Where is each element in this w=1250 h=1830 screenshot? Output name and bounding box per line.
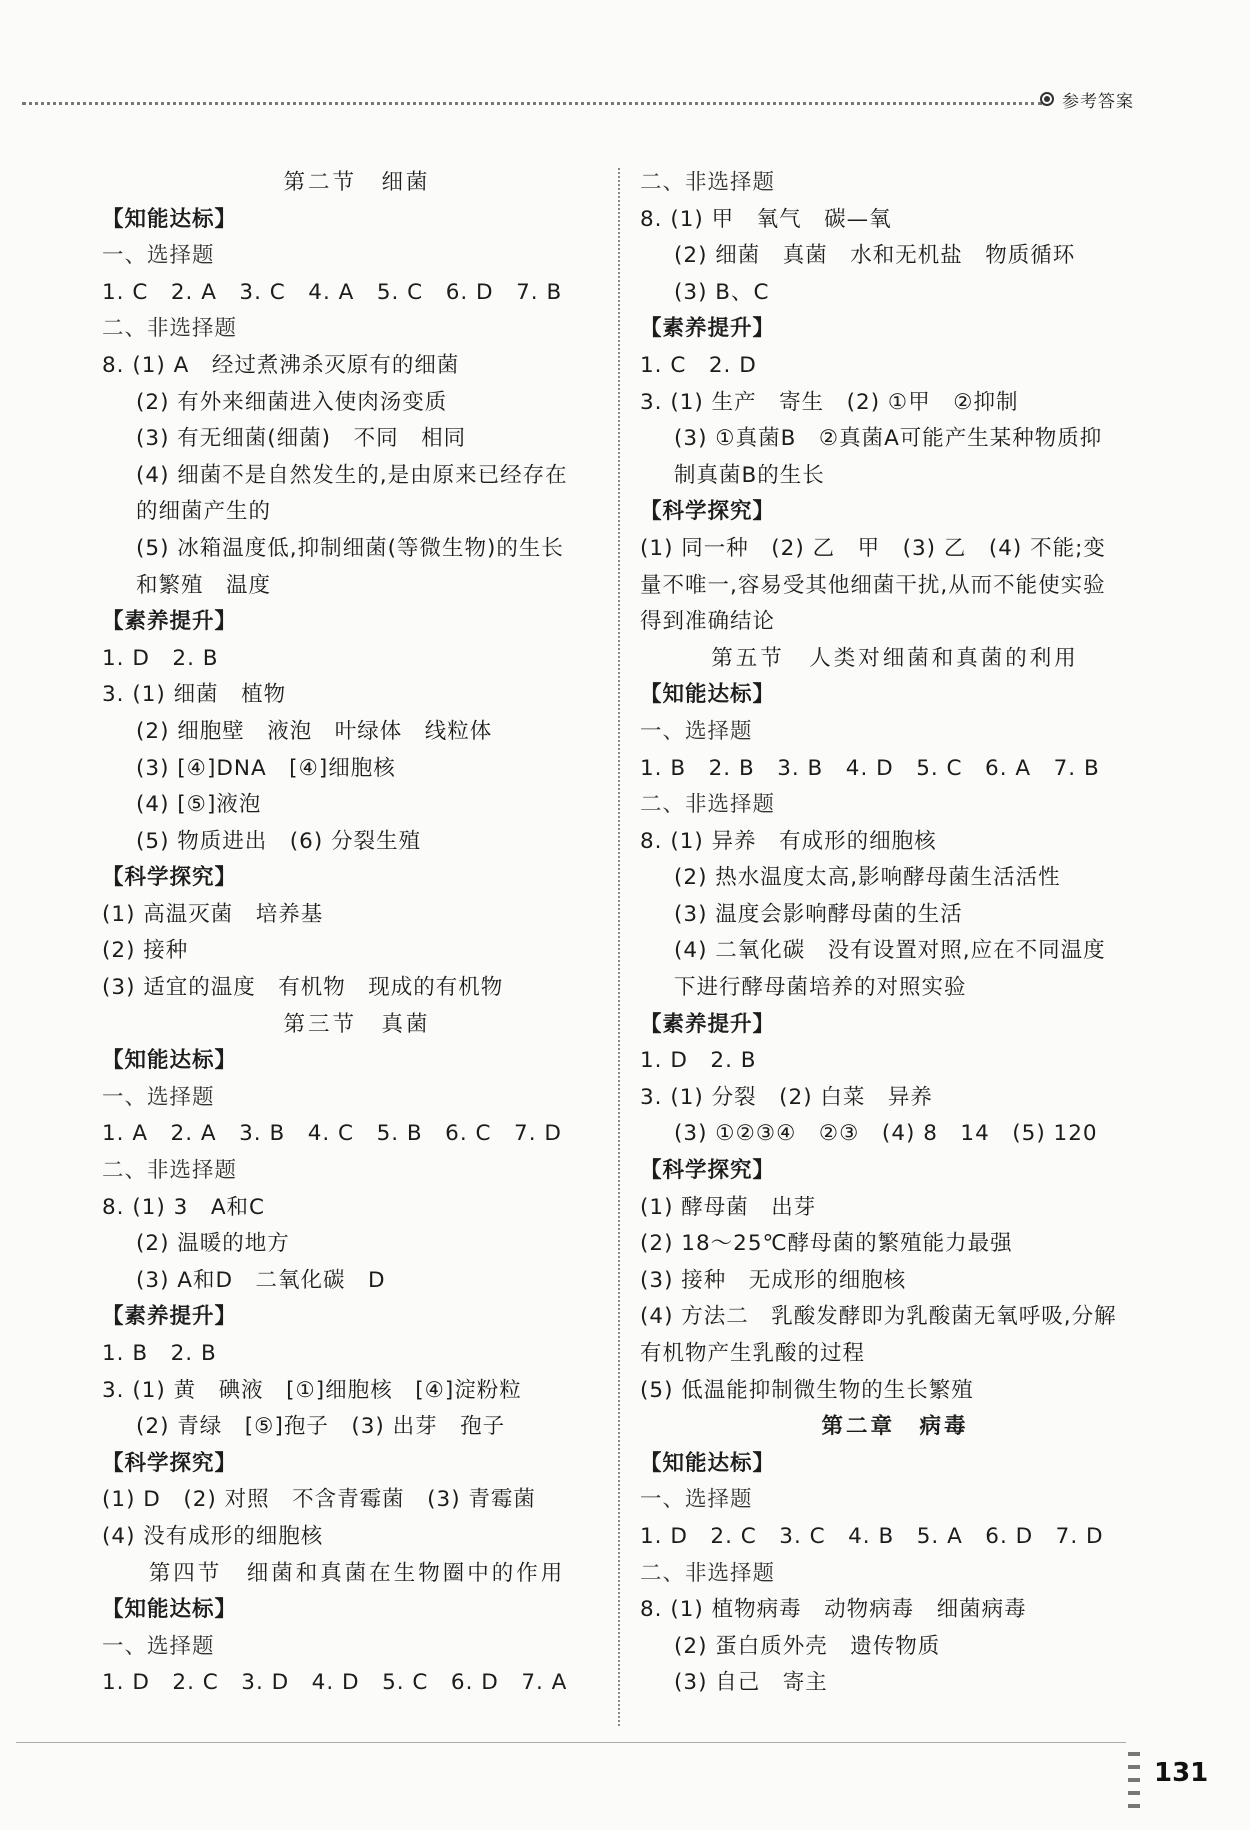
answer-line: (4) 没有成形的细胞核 [102, 1523, 324, 1549]
question-type-label: 二、非选择题 [102, 1158, 238, 1184]
answer-line: 8. (1) A 经过煮沸杀灭原有的细菌 [102, 352, 460, 378]
answer-line: (2) 细胞壁 液泡 叶绿体 线粒体 [136, 718, 493, 744]
category-heading: 【素养提升】 [640, 316, 776, 342]
answer-line: 3. (1) 生产 寄生 (2) ①甲 ②抑制 [640, 389, 1019, 415]
category-heading: 【科学探究】 [640, 499, 776, 525]
answer-line: (3) 有无细菌(细菌) 不同 相同 [136, 426, 467, 452]
answer-line: 3. (1) 黄 碘液 [①]细胞核 [④]淀粉粒 [102, 1377, 522, 1403]
answer-line: 1. D 2. B [102, 645, 219, 671]
answer-line: (1) 高温灭菌 培养基 [102, 901, 324, 927]
answer-line: (5) 冰箱温度低,抑制细菌(等微生物)的生长 [136, 535, 564, 561]
question-type-label: 二、非选择题 [640, 170, 776, 195]
answer-line: (2) 蛋白质外壳 遗传物质 [674, 1633, 941, 1659]
answer-line: 1. B 2. B 3. B 4. D 5. C 6. A 7. B [640, 755, 1100, 781]
answer-line: 8. (1) 甲 氧气 碳—氧 [640, 206, 892, 232]
answer-line: 3. (1) 分裂 (2) 白菜 异养 [640, 1084, 933, 1110]
question-type-label: 二、非选择题 [102, 316, 238, 342]
answer-line: 1. D 2. B [640, 1048, 757, 1074]
header-dotted-rule [22, 102, 1042, 105]
answer-line: (3) 自己 寄主 [674, 1670, 828, 1696]
answer-line: 制真菌B的生长 [674, 462, 825, 488]
answer-line: (3) ①真菌B ②真菌A可能产生某种物质抑 [674, 426, 1103, 452]
answer-line: (2) 细菌 真菌 水和无机盐 物质循环 [674, 243, 1076, 269]
question-type-label: 一、选择题 [102, 1633, 215, 1659]
answer-line: (3) B、C [674, 279, 770, 305]
answer-line: 的细菌产生的 [136, 499, 272, 525]
answer-line: (3) A和D 二氧化碳 D [136, 1267, 386, 1293]
answer-line: 8. (1) 植物病毒 动物病毒 细菌病毒 [640, 1597, 1027, 1623]
question-type-label: 二、非选择题 [640, 1560, 776, 1586]
bullet-icon [1040, 92, 1054, 106]
footer-rule [16, 1742, 1126, 1743]
column-divider [618, 168, 620, 1726]
answer-line: 8. (1) 异养 有成形的细胞核 [640, 828, 937, 854]
answer-line: 得到准确结论 [640, 609, 776, 635]
answer-line: (2) 接种 [102, 938, 189, 964]
answer-line: (1) 同一种 (2) 乙 甲 (3) 乙 (4) 不能;变 [640, 535, 1106, 561]
answer-line: (4) 二氧化碳 没有设置对照,应在不同温度 [674, 938, 1106, 964]
category-heading: 【科学探究】 [102, 865, 238, 891]
answer-line: 下进行酵母菌培养的对照实验 [674, 975, 967, 1001]
category-heading: 【知能达标】 [640, 682, 776, 708]
answer-line: (5) 物质进出 (6) 分裂生殖 [136, 828, 422, 854]
category-heading: 【科学探究】 [640, 1158, 776, 1184]
question-type-label: 一、选择题 [640, 718, 753, 744]
answer-line: (5) 低温能抑制微生物的生长繁殖 [640, 1377, 974, 1403]
answer-line: 1. C 2. A 3. C 4. A 5. C 6. D 7. B [102, 279, 563, 305]
answer-line: 1. B 2. B [102, 1341, 217, 1366]
category-heading: 【素养提升】 [102, 1304, 238, 1330]
answer-line: (4) [⑤]液泡 [136, 792, 262, 818]
answer-line: 有机物产生乳酸的过程 [640, 1341, 866, 1366]
answer-line: (1) 酵母菌 出芽 [640, 1194, 817, 1220]
category-heading: 【知能达标】 [102, 1048, 238, 1074]
category-heading: 【知能达标】 [640, 1450, 776, 1476]
question-type-label: 二、非选择题 [640, 792, 776, 818]
answer-line: (3) 接种 无成形的细胞核 [640, 1267, 907, 1293]
question-type-label: 一、选择题 [102, 243, 215, 269]
answer-line: 1. D 2. C 3. D 4. D 5. C 6. D 7. A [102, 1670, 568, 1696]
footer-tick-marks [1128, 1752, 1140, 1810]
chapter-title: 第二章 病毒 [821, 1414, 969, 1440]
category-heading: 【素养提升】 [640, 1011, 776, 1037]
right-column [640, 165, 1150, 1702]
answer-line: 和繁殖 温度 [136, 572, 272, 598]
section-title: 第四节 细菌和真菌在生物圈中的作用 [148, 1560, 566, 1586]
section-title: 第三节 真菌 [283, 1011, 431, 1037]
answer-line: (2) 热水温度太高,影响酵母菌生活活性 [674, 865, 1061, 891]
answer-line: 量不唯一,容易受其他细菌干扰,从而不能使实验 [640, 572, 1106, 598]
page-number: 131 [1154, 1758, 1209, 1788]
section-title: 第五节 人类对细菌和真菌的利用 [711, 645, 1079, 671]
answer-line: (4) 方法二 乳酸发酵即为乳酸菌无氧呼吸,分解 [640, 1304, 1117, 1330]
category-heading: 【知能达标】 [102, 1597, 238, 1623]
question-type-label: 一、选择题 [102, 1084, 215, 1110]
answer-line: 1. A 2. A 3. B 4. C 5. B 6. C 7. D [102, 1121, 562, 1147]
answer-line: 8. (1) 3 A和C [102, 1194, 266, 1220]
answer-line: (3) ①②③④ ②③ (4) 8 14 (5) 120 [674, 1121, 1098, 1147]
left-column [102, 165, 612, 1702]
answer-line: 3. (1) 细菌 植物 [102, 682, 287, 708]
answer-line: (3) 适宜的温度 有机物 现成的有机物 [102, 975, 504, 1001]
answer-line: (2) 温暖的地方 [136, 1231, 290, 1257]
answer-line: (3) 温度会影响酵母菌的生活 [674, 901, 963, 927]
section-title: 第二节 细菌 [283, 170, 431, 195]
answer-line: (1) D (2) 对照 不含青霉菌 (3) 青霉菌 [102, 1487, 536, 1513]
answer-line: (3) [④]DNA [④]细胞核 [136, 755, 396, 781]
question-type-label: 一、选择题 [640, 1487, 753, 1513]
category-heading: 【科学探究】 [102, 1450, 238, 1476]
answer-line: 1. D 2. C 3. C 4. B 5. A 6. D 7. D [640, 1523, 1104, 1549]
answer-line: (4) 细菌不是自然发生的,是由原来已经存在 [136, 462, 568, 488]
category-heading: 【知能达标】 [102, 206, 238, 232]
category-heading: 【素养提升】 [102, 609, 238, 635]
header-title: 参考答案 [1062, 92, 1134, 112]
answer-line: (2) 青绿 [⑤]孢子 (3) 出芽 孢子 [136, 1414, 506, 1440]
answer-line: (2) 有外来细菌进入使肉汤变质 [136, 389, 448, 415]
answer-line: (2) 18～25℃酵母菌的繁殖能力最强 [640, 1231, 1013, 1257]
answer-line: 1. C 2. D [640, 352, 757, 378]
